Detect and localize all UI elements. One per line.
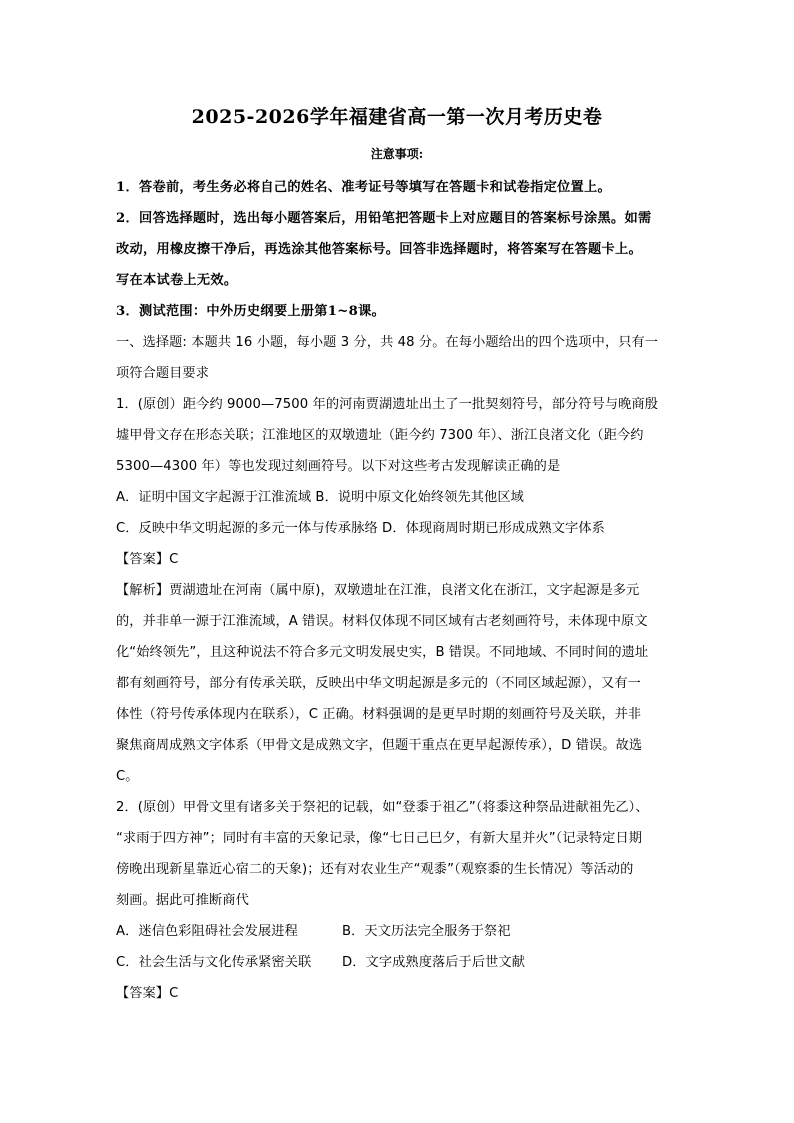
notice-item: 1．答卷前，考生务必将自己的姓名、准考证号等填写在答题卡和试卷指定位置上。 bbox=[116, 180, 612, 195]
q1-answer: 【答案】C bbox=[116, 552, 179, 567]
q1-options: C．反映中华文明起源的多元一体与传承脉络 D．体现商周时期已形成成熟文字体系 bbox=[116, 521, 605, 536]
q2-stem: 刻画。据此可推断商代 bbox=[116, 893, 249, 908]
q2-stem: 2．(原创）甲骨文里有诸多关于祭祀的记载，如“登黍于祖乙”（将黍这种祭品进献祖先乙）、 bbox=[116, 800, 649, 815]
q2-stem: 傍晚出现新星靠近心宿二的天象)；还有对农业生产“观黍”（观察黍的生长情况）等活动的 bbox=[116, 862, 634, 877]
q1-analysis: 聚焦商周成熟文字体系（甲骨文是成熟文字，但题干重点在更早起源传承），D 错误。故选 bbox=[116, 738, 643, 753]
notice-item: 改动，用橡皮擦干净后，再选涂其他答案标号。回答非选择题时，将答案写在答题卡上。 bbox=[116, 242, 643, 257]
notice-item: 2．回答选择题时，选出每小题答案后，用铅笔把答题卡上对应题目的答案标号涂黑。如需 bbox=[116, 211, 652, 226]
notice-heading: 注意事项: bbox=[370, 147, 424, 161]
notice-item: 写在本试卷上无效。 bbox=[116, 273, 238, 288]
q1-analysis: 【解析】贾湖遗址在河南（属中原)，双墩遗址在江淮，良渚文化在浙江，文字起源是多元 bbox=[116, 583, 640, 598]
q2-option-b: B．天文历法完全服务于祭祀 bbox=[342, 924, 511, 939]
q2-stem: “求雨于四方神”；同时有丰富的天象记录，像“七日己巳夕，有新大星并火”（记录特定日期 bbox=[116, 831, 643, 846]
q2-options-row bbox=[116, 947, 684, 978]
q1-analysis: 体性（符号传承体现内在联系），C 正确。材料强调的是更早时期的刻画符号及关联，并非 bbox=[116, 707, 642, 722]
q2-option-a: A．迷信色彩阻碍社会发展进程 bbox=[116, 924, 298, 939]
notice-item: 3．测试范围：中外历史纲要上册第1~8课。 bbox=[116, 304, 386, 319]
section-header: 一、选择题: 本题共 16 小题，每小题 3 分，共 48 分。在每小题给出的四个选项中，只有一 bbox=[116, 335, 659, 350]
q2-option-c: C．社会生活与文化传承紧密关联 bbox=[116, 955, 312, 970]
q2-option-d: D．文字成熟度落后于后世文献 bbox=[342, 955, 525, 970]
exam-title: 2025-2026学年福建省高一第一次月考历史卷 bbox=[191, 106, 603, 128]
q1-stem: 墟甲骨文存在形态关联；江淮地区的双墩遗址（距今约 7300 年）、浙江良渚文化（距今约 bbox=[116, 428, 644, 443]
q1-analysis: 的，并非单一源于江淮流域，A 错误。材料仅体现不同区域有古老刻画符号，未体现中原文 bbox=[116, 614, 648, 629]
q1-stem: 5300—4300 年）等也发现过刻画符号。以下对这些考古发现解读正确的是 bbox=[116, 459, 561, 474]
document-body bbox=[116, 172, 684, 1009]
q1-analysis: 化“始终领先”，且这种说法不符合多元文明发展史实，B 错误。不同地域、不同时间的遗址 bbox=[116, 645, 649, 660]
q1-analysis: 都有刻画符号，部分有传承关联，反映出中华文明起源是多元的（不同区域起源），又有一 bbox=[116, 676, 641, 691]
q2-options-row bbox=[116, 916, 684, 947]
q1-stem: 1．(原创）距今约 9000—7500 年的河南贾湖遗址出土了一批契刻符号，部分符号与晚商殷 bbox=[116, 397, 659, 412]
q1-analysis: C。 bbox=[116, 769, 139, 784]
q2-answer: 【答案】C bbox=[116, 986, 179, 1001]
q1-options: A．证明中国文字起源于江淮流域 B．说明中原文化始终领先其他区域 bbox=[116, 490, 524, 505]
section-header: 项符合题目要求 bbox=[116, 366, 210, 381]
